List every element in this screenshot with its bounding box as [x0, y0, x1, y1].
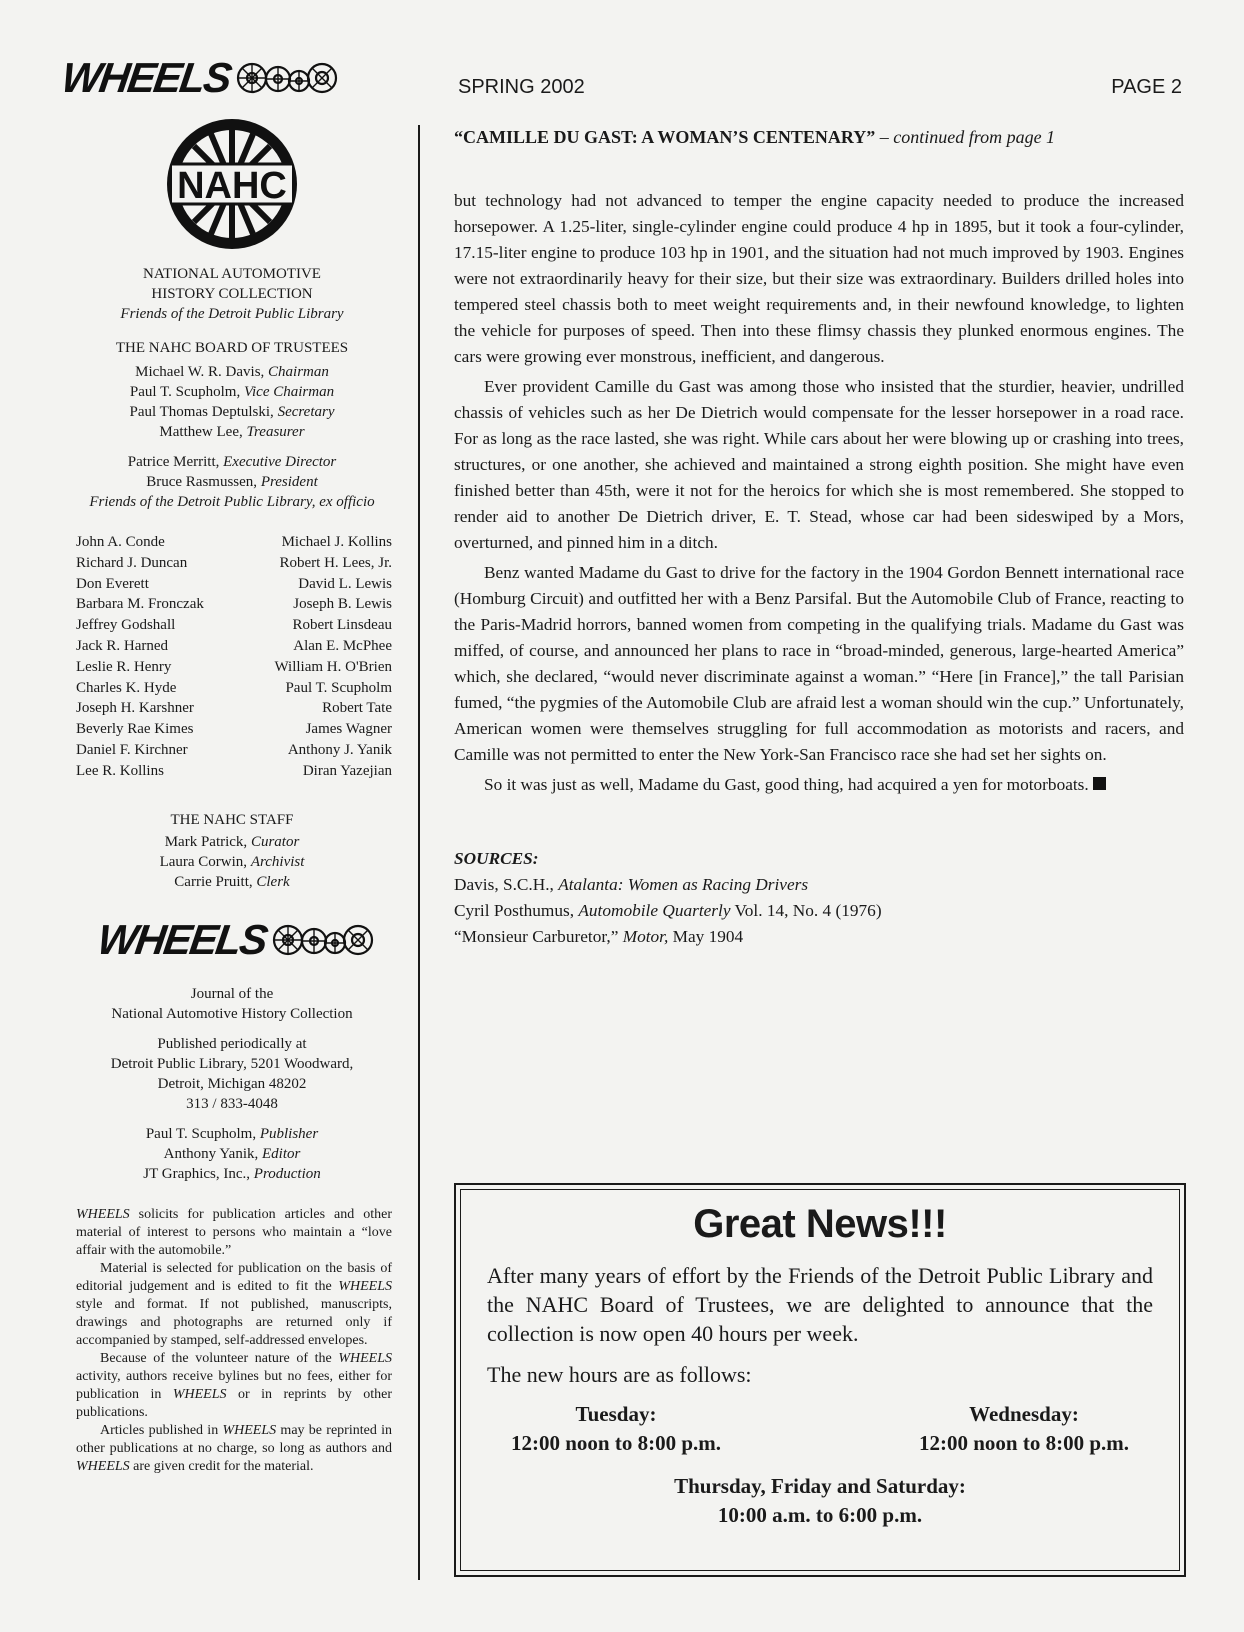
trustee-name: Richard J. Duncan [76, 554, 188, 571]
trustee-name: William H. O'Brien [274, 658, 392, 675]
nahc-seal [62, 116, 402, 258]
officer-line: Paul T. Scupholm, Vice Chairman [129, 384, 335, 400]
trustee-name: Alan E. McPhee [293, 637, 392, 654]
article-paragraph-last: So it was just as well, Madame du Gast, good thing, had acquired a yen for motorboats. [454, 772, 1184, 798]
trustee-name: Anthony J. Yanik [287, 741, 392, 758]
nahc-wheel-seal-icon [164, 116, 300, 252]
trustee-column-right [275, 532, 393, 782]
wheels-logo-text: WHEELS [94, 915, 270, 963]
trustee-name: Paul T. Scupholm [285, 679, 392, 696]
trustee-name: James Wagner [305, 721, 392, 738]
column-divider [418, 125, 420, 1580]
hours-tuesday: Tuesday: 12:00 noon to 8:00 p.m. [511, 1402, 722, 1455]
editorial-policy [62, 1206, 402, 1476]
source-item: Cyril Posthumus, Automobile Quarterly Vol. 14, No. 4 (1976) [454, 901, 882, 920]
sources-heading: SOURCES: [454, 849, 539, 868]
masthead-sidebar [58, 50, 402, 1476]
trustee-list [62, 532, 402, 782]
trustee-name: Joseph B. Lewis [293, 596, 392, 613]
article-paragraph: Ever provident Camille du Gast was among those who insisted that the sturdier, heavier, undrilled chassis of vehicles such as her De Dietrich would compensate for the lesser horsepower in a road race. For as long as the race lasted, she was right. While cars about her were blowing up or crashing into trees, structures, or one another, she achieved and maintained a strong eighth position. She might have even finished better than 45th, were it not for the heroics for which she is most remembered. She stopped to render aid to another De Dietrich driver, E. T. Stead, whose car had been sideswiped by a Mors, overturned, and pinned him in a ditch. [454, 377, 1184, 552]
staff-heading: THE NAHC STAFF [170, 811, 294, 828]
trustee-name: Leslie R. Henry [76, 658, 172, 675]
director-line: Bruce Rasmussen, President [146, 474, 318, 490]
trustee-name: David L. Lewis [298, 575, 392, 592]
article [454, 124, 1184, 950]
credit-line: JT Graphics, Inc., Production [143, 1165, 321, 1182]
news-body: After many years of effort by the Friends of the Detroit Public Library and the NAHC Board of Trustees, we are delighted to announce that the collection is now open 40 hours per week. [487, 1263, 1153, 1346]
news-title: Great News!!! [693, 1202, 947, 1246]
issue-date: SPRING 2002 [458, 76, 585, 98]
article-paragraph: but technology had not advanced to temper the engine capacity needed to produce the increased horsepower. A 1.25-liter, single-cylinder engine could produce 4 hp in 1895, but it took a four-cylinder, 17.15-liter engine to produce 103 hp in 1901, and the situation had not much improved by 1903. Engines were not extraordinarily heavy for their size, but their size was extraordinary. Builders drilled holes into tempered steel chassis both to meet weight requirements and, in their newfound knowledge, to lighten the vehicle for purposes of speed. Then into these flimsy chassis they plunked enormous engines. The cars were growing ever monstrous, inefficient, and dangerous. [454, 191, 1184, 366]
staff-line: Carrie Pruitt, Clerk [174, 873, 290, 890]
trustee-name: Daniel F. Kirchner [76, 741, 188, 758]
great-news-box [454, 1183, 1186, 1577]
wheels-logo-icon [272, 920, 374, 960]
officer-line: Matthew Lee, Treasurer [159, 424, 305, 440]
staff-list [62, 832, 402, 892]
board-officers [62, 362, 402, 512]
trustee-name: Robert Tate [322, 700, 392, 717]
credit-line: Anthony Yanik, Editor [163, 1145, 301, 1162]
org-subtitle: Friends of the Detroit Public Library [120, 306, 344, 322]
trustee-column-left [76, 532, 204, 782]
continued-note: – continued from page 1 [875, 127, 1056, 147]
trustee-name: Jack R. Harned [76, 637, 169, 654]
source-item: Davis, S.C.H., Atalanta: Women as Racing Drivers [454, 875, 809, 894]
end-mark-icon [1093, 777, 1106, 790]
director-line: Patrice Merritt, Executive Director [127, 454, 337, 470]
staff-line: Mark Patrick, Curator [164, 833, 300, 850]
trustee-name: Beverly Rae Kimes [76, 721, 194, 738]
wheels-logo-text: WHEELS [58, 54, 234, 101]
officer-line: Michael W. R. Davis, Chairman [135, 364, 329, 380]
trustee-name: Lee R. Kollins [76, 762, 164, 779]
hours-thu-fri-sat: Thursday, Friday and Saturday: 10:00 a.m. to 6:00 p.m. [674, 1474, 966, 1527]
trustee-name: Don Everett [76, 575, 149, 592]
policy-paragraph: Articles published in WHEELS may be reprinted in other publications at no charge, so long as authors and WHEELS are given credit for the material. [76, 1422, 392, 1474]
org-name: NATIONAL AUTOMOTIVE HISTORY COLLECTION Friends of the Detroit Public Library [62, 264, 402, 324]
wheels-logo-top [58, 50, 402, 106]
credit-line: Paul T. Scupholm, Publisher [145, 1125, 319, 1142]
hours-intro: The new hours are as follows: [487, 1362, 752, 1387]
nahc-seal-text: NAHC [177, 165, 287, 207]
journal-info: Journal of the National Automotive History Collection Published periodically at Detroit Public Library, 5201 Woodward, Detroit, Michigan 48202 313 / 833-4048 Paul T. Scupholm, Publisher Anthony Yanik, Editor JT Graphics, Inc., Production [62, 984, 402, 1184]
board-heading: THE NAHC BOARD OF TRUSTEES [115, 340, 349, 356]
trustee-name: Robert H. Lees, Jr. [279, 554, 392, 571]
sources-list [454, 872, 1184, 950]
trustee-name: Diran Yazejian [302, 762, 392, 779]
page-number: PAGE 2 [1111, 76, 1182, 98]
staff-line: Laura Corwin, Archivist [159, 853, 305, 870]
phone-number: 313 / 833-4048 [186, 1095, 278, 1112]
trustee-name: John A. Conde [76, 534, 165, 550]
hours-wednesday: Wednesday: 12:00 noon to 8:00 p.m. [918, 1402, 1129, 1455]
trustee-name: Joseph H. Karshner [76, 700, 194, 717]
policy-paragraph: WHEELS solicits for publication articles and other material of interest to persons who maintain a “love affair with the automobile.” [76, 1206, 392, 1258]
policy-paragraph: Material is selected for publication on the basis of editorial judgement and is edited to fit the WHEELS style and format. If not published, manuscripts, drawings and photographs are returned only if accompanied by stamped, self-addressed envelopes. [76, 1260, 392, 1348]
policy-paragraph: Because of the volunteer nature of the WHEELS activity, authors receive bylines but no fees, either for publication in WHEELS or in reprints by other publications. [76, 1350, 392, 1420]
wheels-logo-icon [236, 58, 338, 98]
article-title: “CAMILLE DU GAST: A WOMAN’S CENTENARY” – continued from page 1 [454, 127, 1056, 147]
ex-officio-line: Friends of the Detroit Public Library, ex officio [89, 494, 375, 510]
trustee-name: Charles K. Hyde [76, 679, 177, 696]
officer-line: Paul Thomas Deptulski, Secretary [129, 404, 335, 420]
wheels-logo-bottom [62, 912, 402, 968]
trustee-name: Barbara M. Fronczak [76, 596, 204, 613]
article-paragraph: Benz wanted Madame du Gast to drive for the factory in the 1904 Gordon Bennett international race (Homburg Circuit) and outfitted her with a Benz Parsifal. But the Automobile Club of France, reacting to the Paris-Madrid horrors, banned women from competing in the qualifying trials. Madame du Gast was miffed, of course, and announced her plans to race in “broad-minded, generous, large-hearted America” which, she declared, “would never discriminate against a woman.” “Here [in France],” the tall Parisian fumed, “the pygmies of the Automobile Club are afraid lest a woman should win the cup.” Unfortunately, American women were themselves struggling for full accommodation as motorists and racers, and Camille was not permitted to enter the New York-San Francisco race she had set her sights on. [454, 563, 1184, 764]
trustee-name: Jeffrey Godshall [76, 617, 176, 634]
trustee-name: Robert Linsdeau [292, 617, 392, 634]
source-item: “Monsieur Carburetor,” Motor, May 1904 [454, 927, 744, 946]
trustee-name: Michael J. Kollins [281, 534, 392, 550]
